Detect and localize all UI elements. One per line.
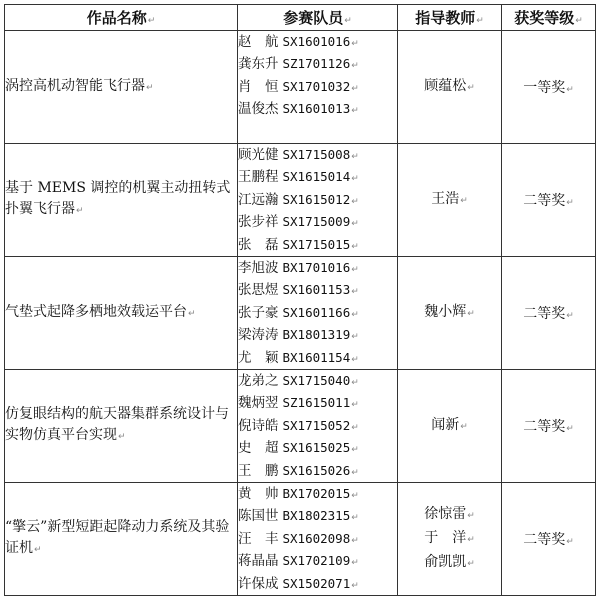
advisor-name — [398, 527, 501, 551]
project-name-cell — [5, 257, 238, 370]
team-member — [238, 211, 397, 233]
student-id: BX1801319 — [282, 327, 351, 343]
student-id: SZ1615011 — [282, 395, 351, 411]
paragraph-mark: ↵ — [351, 241, 359, 252]
team-member — [238, 573, 397, 595]
team-member — [238, 392, 397, 414]
member-name: 蒋晶晶 — [238, 553, 279, 570]
advisor-cell — [398, 257, 502, 370]
paragraph-mark: ↵ — [76, 206, 84, 216]
paragraph-mark: ↵ — [351, 378, 359, 388]
paragraph-mark: ↵ — [351, 558, 359, 569]
paragraph-mark: ↵ — [460, 422, 468, 432]
team-member — [238, 234, 397, 256]
student-id: SX1601153 — [282, 282, 351, 298]
student-id: SX1502071 — [282, 575, 351, 591]
team-member — [238, 144, 397, 166]
paragraph-mark: ↵ — [146, 82, 154, 93]
award-level-cell — [502, 483, 596, 596]
project-name: 涡控高机动智能飞行器 — [5, 77, 145, 94]
team-member — [238, 415, 397, 437]
member-name: 张子豪 — [238, 304, 279, 321]
student-id: SX1715009 — [282, 214, 351, 230]
header-advisor: 指导教师↵ — [398, 5, 502, 31]
paragraph-mark: ↵ — [351, 467, 359, 478]
member-name: 龙弟之 — [238, 373, 279, 389]
team-member — [238, 166, 397, 188]
team-member — [238, 31, 397, 53]
award-level-cell — [502, 257, 596, 370]
member-name: 魏炳翌 — [238, 395, 279, 412]
student-id: SX1715052 — [282, 417, 351, 433]
paragraph-mark: ↵ — [351, 535, 359, 546]
paragraph-mark: ↵ — [351, 491, 359, 501]
advisor-text: 王浩 — [431, 191, 460, 207]
paragraph-mark: ↵ — [351, 61, 359, 72]
paragraph-mark: ↵ — [467, 309, 475, 319]
member-name: 张步祥 — [238, 214, 279, 231]
member-name: 张思煜 — [238, 282, 279, 299]
paragraph-mark: ↵ — [351, 332, 359, 343]
paragraph-mark: ↵ — [566, 198, 574, 208]
paragraph-mark: ↵ — [351, 174, 359, 185]
advisor-cell — [398, 144, 502, 257]
student-id: BX1601154 — [282, 349, 351, 365]
advisor-cell — [398, 31, 502, 144]
student-id: BX1802315 — [282, 508, 351, 524]
team-member — [238, 437, 397, 459]
table-row — [5, 483, 596, 596]
paragraph-mark: ↵ — [351, 287, 359, 298]
student-id: SX1701032 — [282, 78, 351, 94]
paragraph-mark: ↵ — [351, 445, 359, 456]
member-name: 王鹏程 — [238, 169, 279, 186]
student-id: SX1715008 — [282, 147, 351, 162]
paragraph-mark: ↵ — [351, 309, 359, 320]
advisor-name — [398, 503, 501, 527]
paragraph-mark: ↵ — [351, 400, 359, 411]
paragraph-mark: ↵ — [566, 424, 574, 434]
member-name: 龚东升 — [238, 56, 279, 73]
paragraph-mark: ↵ — [467, 535, 475, 545]
paragraph-mark: ↵ — [351, 106, 359, 117]
paragraph-mark: ↵ — [467, 83, 475, 93]
advisor-text: 顾蕴松 — [424, 78, 467, 94]
paragraph-mark: ↵ — [566, 311, 574, 321]
member-name: 黄 帅 — [238, 486, 279, 502]
team-member — [238, 347, 397, 369]
team-members-cell — [238, 370, 398, 483]
project-name-cell — [5, 31, 238, 144]
member-name: 张 磊 — [238, 236, 279, 253]
team-member — [238, 279, 397, 301]
team-member — [238, 550, 397, 572]
award-level-cell — [502, 31, 596, 144]
paragraph-mark: ↵ — [351, 39, 359, 49]
award-level: 一等奖 — [523, 80, 566, 96]
team-member — [238, 460, 397, 482]
header-row — [5, 5, 596, 31]
paragraph-mark: ↵ — [351, 152, 359, 162]
paragraph-mark: ↵ — [118, 432, 126, 442]
paragraph-mark: ↵ — [351, 196, 359, 207]
team-member — [238, 302, 397, 324]
advisor-name — [398, 75, 501, 99]
student-id: SX1602098 — [282, 530, 351, 546]
paragraph-mark: ↵ — [351, 265, 359, 275]
table-row — [5, 257, 596, 370]
project-name: “擎云”新型短距起降动力系统及其验证机 — [5, 519, 230, 556]
paragraph-mark: ↵ — [351, 83, 359, 94]
student-id: SX1702109 — [282, 553, 351, 569]
member-name: 汪 丰 — [238, 530, 279, 547]
team-members-cell — [238, 31, 398, 144]
advisor-name — [398, 188, 501, 212]
member-name: 江远瀚 — [238, 191, 279, 208]
advisor-text: 魏小辉 — [424, 304, 467, 320]
team-member — [238, 483, 397, 505]
member-name: 顾光健 — [238, 147, 279, 163]
advisor-cell — [398, 483, 502, 596]
award-level: 二等奖 — [523, 419, 566, 435]
team-member — [238, 505, 397, 527]
team-member — [238, 98, 397, 120]
advisor-text: 徐惊雷 — [424, 506, 467, 522]
member-name: 史 超 — [238, 440, 279, 457]
member-name: 王 鹏 — [238, 462, 279, 479]
header-project: 作品名称↵ — [5, 5, 238, 31]
student-id: BX1702015 — [282, 486, 351, 501]
team-member — [238, 53, 397, 75]
award-level: 二等奖 — [523, 306, 566, 322]
paragraph-mark: ↵ — [460, 196, 468, 206]
project-name: 仿复眼结构的航天器集群系统设计与实物仿真平台实现 — [5, 406, 229, 443]
advisor-text: 俞凯凯 — [424, 554, 467, 570]
team-member — [238, 370, 397, 392]
student-id: SX1615025 — [282, 440, 351, 456]
header-award: 获奖等级↵ — [502, 5, 596, 31]
award-level: 二等奖 — [523, 532, 566, 548]
awards-table — [4, 4, 596, 596]
paragraph-mark: ↵ — [566, 85, 574, 95]
student-id: SX1615012 — [282, 191, 351, 207]
team-member — [238, 189, 397, 211]
paragraph-mark: ↵ — [188, 308, 196, 319]
paragraph-mark: ↵ — [34, 545, 42, 555]
student-id: SX1715015 — [282, 236, 351, 252]
student-id: SX1615014 — [282, 169, 351, 185]
team-member — [238, 76, 397, 98]
award-level: 二等奖 — [523, 193, 566, 209]
team-member — [238, 324, 397, 346]
table-row — [5, 31, 596, 144]
advisor-text: 闻新 — [431, 417, 460, 433]
student-id: SX1715040 — [282, 373, 351, 388]
project-name-cell — [5, 483, 238, 596]
team-member — [238, 528, 397, 550]
team-members-cell — [238, 483, 398, 596]
header-team: 参赛队员↵ — [238, 5, 398, 31]
student-id: SX1601013 — [282, 101, 351, 117]
table-row — [5, 370, 596, 483]
paragraph-mark: ↵ — [351, 422, 359, 433]
member-name: 陈国世 — [238, 508, 279, 525]
member-name: 许保成 — [238, 575, 279, 592]
member-name: 赵 航 — [238, 34, 279, 50]
paragraph-mark: ↵ — [351, 354, 359, 365]
project-name-cell — [5, 144, 238, 257]
student-id: SX1615026 — [282, 462, 351, 478]
project-name: 基于 MEMS 调控的机翼主动扭转式扑翼飞行器 — [5, 180, 231, 217]
student-id: SX1601016 — [282, 34, 351, 49]
paragraph-mark: ↵ — [467, 559, 475, 569]
advisor-name — [398, 551, 501, 575]
paragraph-mark: ↵ — [566, 537, 574, 547]
advisor-text: 于 洋 — [424, 530, 467, 546]
member-name: 梁涛涛 — [238, 327, 279, 344]
student-id: SZ1701126 — [282, 56, 351, 72]
advisor-name — [398, 414, 501, 438]
member-name: 肖 恒 — [238, 78, 279, 95]
paragraph-mark: ↵ — [467, 511, 475, 521]
advisor-cell — [398, 370, 502, 483]
table-body — [5, 31, 596, 596]
table-row — [5, 144, 596, 257]
project-name: 气垫式起降多栖地效载运平台 — [5, 303, 187, 320]
team-member — [238, 257, 397, 279]
team-members-cell — [238, 257, 398, 370]
student-id: BX1701016 — [282, 260, 351, 275]
member-name: 李旭波 — [238, 260, 279, 276]
paragraph-mark: ↵ — [351, 219, 359, 230]
team-members-cell — [238, 144, 398, 257]
member-name: 倪诗皓 — [238, 417, 279, 434]
member-name: 尤 颖 — [238, 349, 279, 366]
award-level-cell — [502, 144, 596, 257]
project-name-cell — [5, 370, 238, 483]
advisor-name — [398, 301, 501, 325]
award-level-cell — [502, 370, 596, 483]
member-name: 温俊杰 — [238, 101, 279, 118]
paragraph-mark: ↵ — [351, 580, 359, 591]
student-id: SX1601166 — [282, 304, 351, 320]
paragraph-mark: ↵ — [351, 513, 359, 524]
